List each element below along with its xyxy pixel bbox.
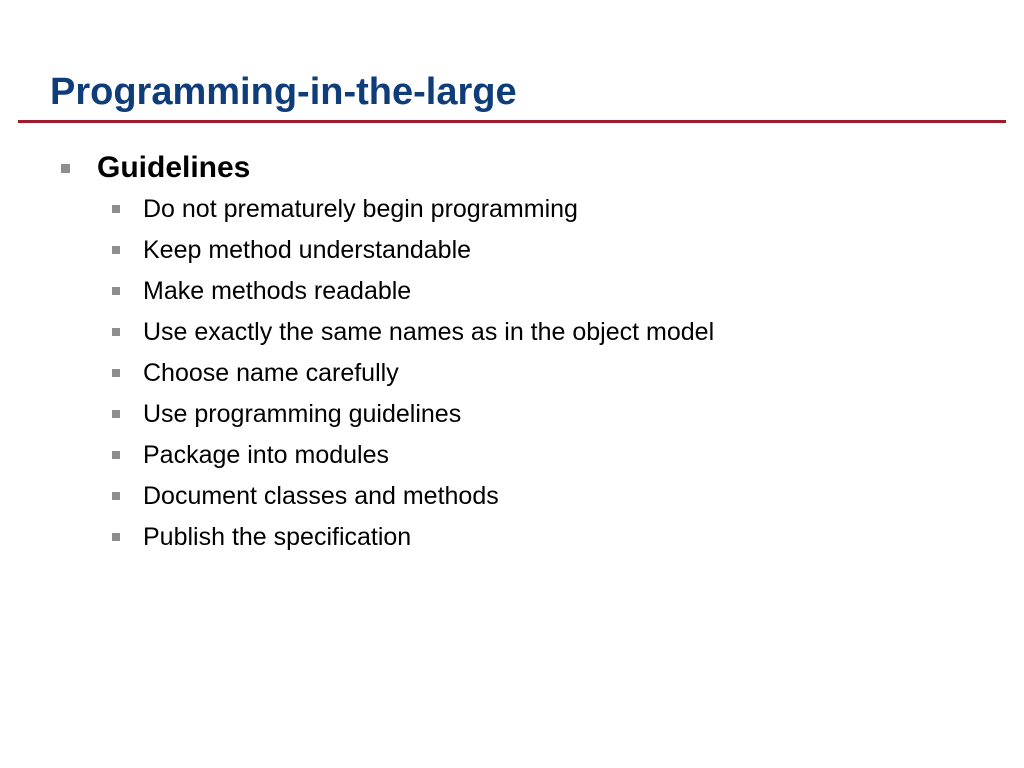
bullet-item-guidelines (0, 148, 1024, 192)
sub-bullet-item (0, 315, 1024, 356)
square-bullet-icon (112, 328, 120, 336)
square-bullet-icon (112, 410, 120, 418)
square-bullet-icon (112, 369, 120, 377)
sub-bullet-label: Package into modules (143, 441, 389, 469)
sub-bullet-label: Choose name carefully (143, 359, 399, 387)
title-divider (18, 120, 1006, 123)
square-bullet-icon (112, 492, 120, 500)
sub-bullet-item (0, 397, 1024, 438)
slide-content (0, 148, 1024, 561)
bullet-label: Guidelines (97, 151, 251, 184)
square-bullet-icon (61, 164, 70, 173)
sub-bullet-list (0, 192, 1024, 561)
sub-bullet-item (0, 233, 1024, 274)
sub-bullet-item (0, 479, 1024, 520)
square-bullet-icon (112, 451, 120, 459)
square-bullet-icon (112, 246, 120, 254)
sub-bullet-label: Publish the specification (143, 523, 412, 551)
slide-title: Programming-in-the-large (50, 71, 517, 113)
sub-bullet-label: Make methods readable (143, 277, 412, 305)
sub-bullet-item (0, 438, 1024, 479)
square-bullet-icon (112, 533, 120, 541)
sub-bullet-label: Document classes and methods (143, 482, 499, 510)
sub-bullet-label: Use exactly the same names as in the object model (143, 318, 715, 346)
sub-bullet-label: Do not prematurely begin programming (143, 195, 578, 223)
square-bullet-icon (112, 287, 120, 295)
sub-bullet-item (0, 274, 1024, 315)
sub-bullet-label: Keep method understandable (143, 236, 472, 264)
square-bullet-icon (112, 205, 120, 213)
sub-bullet-label: Use programming guidelines (143, 400, 462, 428)
sub-bullet-item (0, 520, 1024, 561)
sub-bullet-item (0, 192, 1024, 233)
sub-bullet-item (0, 356, 1024, 397)
